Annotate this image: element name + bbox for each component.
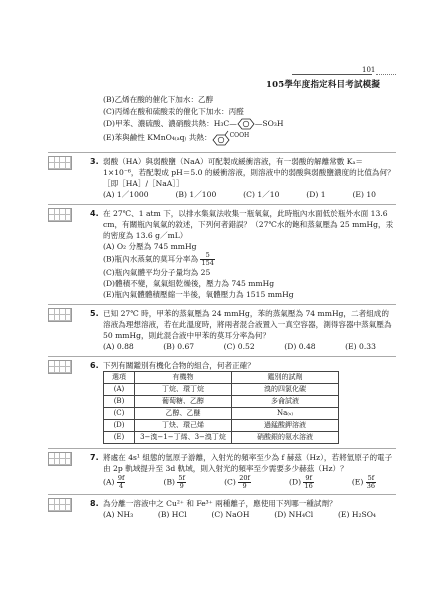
choices <box>103 189 396 200</box>
table-cell: Na₍ₛ₎ <box>232 408 339 420</box>
table-row <box>104 396 339 408</box>
question-number: 6. <box>90 361 99 370</box>
separator <box>48 494 396 495</box>
numerator: 5f <box>178 473 185 482</box>
numerator: 9f <box>305 473 312 482</box>
choices <box>103 341 396 352</box>
table-row <box>104 420 339 432</box>
question-3 <box>78 156 396 200</box>
choice-b: (B) HCl <box>157 510 187 519</box>
table-header: 選項 <box>104 372 135 384</box>
separator <box>48 448 396 449</box>
question-number: 8. <box>90 499 99 508</box>
q2-option-d <box>103 118 396 130</box>
choice-b: (B) 1／100 <box>175 190 217 199</box>
choice-b <box>103 252 396 267</box>
choice-a <box>103 475 125 490</box>
table-cell: 溴的四氯化碳 <box>232 384 339 396</box>
benzoic-acid-ring-icon <box>212 130 230 146</box>
q2-option-b: (B)乙烯在酸的催化下加水：乙醇 <box>103 95 214 104</box>
choice-c: (C) NaOH <box>211 510 250 519</box>
answer-grid <box>48 156 72 170</box>
q2-option-d-text: (D)甲苯、濃硫酸、濃硝酸共熱：H₃C— <box>103 119 237 128</box>
separator <box>48 204 396 205</box>
denominator: 154 <box>201 259 214 267</box>
fraction <box>200 252 214 267</box>
choice-d: (D) 1 <box>306 190 326 199</box>
choice-d: (D) 0.48 <box>284 342 316 351</box>
table-cell: 葡萄糖、乙醇 <box>135 396 232 408</box>
denominator: 36 <box>366 481 375 490</box>
table-header: 有機物 <box>135 372 232 384</box>
choice-a: (A) 1／1000 <box>103 190 149 199</box>
q2-option-c: (C)丙烯在酸和硫酸汞的催化下加水：丙醛 <box>103 107 244 116</box>
choice-e: (E)瓶內氣體體積壓縮一半後，氧體壓力為 1515 mmHg <box>103 290 294 299</box>
choice-b-text: (B)瓶內水蒸氣的莫耳分率為 <box>103 254 199 264</box>
benzene-ring-icon <box>237 118 255 130</box>
table-cell: (C) <box>104 408 135 420</box>
fraction <box>303 475 313 490</box>
choices <box>103 509 396 520</box>
table-cell: 丁烷、環丁烷 <box>135 384 232 396</box>
fraction <box>238 475 251 490</box>
reagent-table <box>103 371 339 444</box>
choice-label: (B) <box>163 477 175 486</box>
choice-d <box>289 475 314 490</box>
fraction <box>177 475 186 490</box>
question-text: 已知 27℃ 時，甲苯的蒸氣壓為 24 mmHg，苯的蒸氣壓為 74 mmHg，二者組成的溶液為理想溶液，若在此溫度時，將兩者混合液置入一真空容器，測得容器中蒸氣壓為 50 mmHg，則此混合液中甲苯的莫耳分率為何？ <box>103 309 392 340</box>
choice-a: (A) NH₃ <box>103 510 134 519</box>
table-cell: (D) <box>104 420 135 432</box>
question-7 <box>78 452 396 490</box>
question-number: 4. <box>90 209 99 218</box>
question-number: 5. <box>90 309 99 318</box>
table-cell: 過錳酸鉀溶液 <box>232 420 339 432</box>
choice-d: (D) NH₄Cl <box>274 510 314 519</box>
numerator: 5 <box>200 252 214 260</box>
denominator: 9 <box>242 481 247 490</box>
table-cell: 3−溴−1−丁烯、3−溴丁烷 <box>135 432 232 444</box>
table-cell: 硝酸銀的氨水溶液 <box>232 432 339 444</box>
numerator: 5f <box>367 473 375 482</box>
cooh-label: COOH <box>229 132 250 139</box>
table-cell: (B) <box>104 396 135 408</box>
denominator: 9 <box>179 481 184 490</box>
table-header-row <box>104 372 339 384</box>
question-4 <box>78 208 396 300</box>
choice-d: (D)體積不變，氣氣組乾燥後，壓力為 745 mmHg <box>103 279 275 288</box>
choice-e: (E) 10 <box>352 190 376 199</box>
answer-grid <box>48 360 72 374</box>
header-title: 105學年度指定科目考試模擬 <box>266 80 381 90</box>
page-number: 101 <box>362 66 376 74</box>
choice-e <box>352 475 376 490</box>
question-text: 為分離一溶液中之 Cu²⁺ 和 Fe³⁺ 兩種離子，應使用下列哪一種試劑？ <box>103 499 337 508</box>
choice-c: (C) 1／10 <box>243 190 280 199</box>
question-text: 下列有關鑑別有機化合物的組合，何者正確？ <box>103 361 255 370</box>
choice-a: (A) 0.88 <box>103 342 134 351</box>
numerator: 9f <box>117 473 125 482</box>
header-rule-dotted <box>376 74 396 75</box>
choice-c: (C) 0.52 <box>223 342 255 351</box>
table-header: 鑑別的試劑 <box>232 372 339 384</box>
choice-e: (E) 0.33 <box>345 342 376 351</box>
answer-grid <box>48 208 72 222</box>
table-cell: 多侖試液 <box>232 396 339 408</box>
answer-grid <box>48 308 72 322</box>
separator <box>48 304 396 305</box>
separator <box>48 152 396 153</box>
question-5 <box>78 308 396 352</box>
numerator: 20f <box>239 473 250 482</box>
choice-label: (A) <box>103 477 115 486</box>
choice-a: (A) O₂ 分壓為 745 mmHg <box>103 242 197 251</box>
table-cell: (E) <box>104 432 135 444</box>
answer-grid <box>48 498 72 512</box>
choice-e: (E) H₂SO₄ <box>337 510 376 519</box>
table-cell: 乙醇、乙醚 <box>135 408 232 420</box>
separator <box>48 356 396 357</box>
choice-b <box>163 475 185 490</box>
question-6 <box>78 360 396 444</box>
header-rule <box>292 74 372 75</box>
choice-label: (E) <box>351 477 364 486</box>
fraction <box>117 475 126 490</box>
choice-c: (C)瓶內氣體平均分子量均為 25 <box>103 268 211 277</box>
choice-c <box>224 475 251 490</box>
answer-grid <box>48 452 72 466</box>
question-content <box>78 94 396 520</box>
q2-option-e <box>103 130 396 148</box>
q2-option-e-text: (E)苯與鹼性 KMnO₄₍ₐq₎ 共熱： <box>103 133 212 142</box>
table-row <box>104 432 339 444</box>
question-text: 在 27℃、1 atm 下，以排水集氣法收集一瓶氧氣，此時瓶內水面低於瓶外水面 13.6 cm，有關瓶內氧氣的敘述，下列何者錯誤？（27℃水的飽和蒸氣壓為 25 mmHg，汞的密度為 13.6 g／mL） <box>103 209 394 240</box>
denominator: 4 <box>119 481 124 490</box>
fraction <box>366 475 376 490</box>
choices <box>103 474 396 490</box>
choice-b: (B) 0.67 <box>163 342 195 351</box>
choice-label: (D) <box>289 477 302 486</box>
table-row <box>104 384 339 396</box>
table-cell: 丁炔、環己烯 <box>135 420 232 432</box>
table-cell: (A) <box>104 384 135 396</box>
question-8 <box>78 498 396 520</box>
question-number: 7. <box>90 453 99 462</box>
q2-option-d-suffix: —SO₃H <box>254 119 284 128</box>
question-text: 將處在 4s¹ 組態的氫原子游離，入射光的頻率至少為 f 赫茲（Hz），若將氫原子的電子由 2p 軌域提升至 3d 軌域，則入射光的頻率至少需要多少赫茲（Hz）？ <box>103 453 393 473</box>
question-text: 弱酸（HA）與弱酸鹽（NaA）可配製成緩衝溶液，有一弱酸的解離常數 Kₐ＝1×10⁻⁶，若配製成 pH＝5.0 的緩衝溶液，則溶液中的弱酸與弱酸鹽濃度的比值為何？［即［HA］/［NaA］］ <box>103 157 395 188</box>
denominator: 16 <box>304 481 313 490</box>
choice-label: (C) <box>224 477 236 486</box>
table-row <box>104 408 339 420</box>
question-number: 3. <box>90 157 99 166</box>
